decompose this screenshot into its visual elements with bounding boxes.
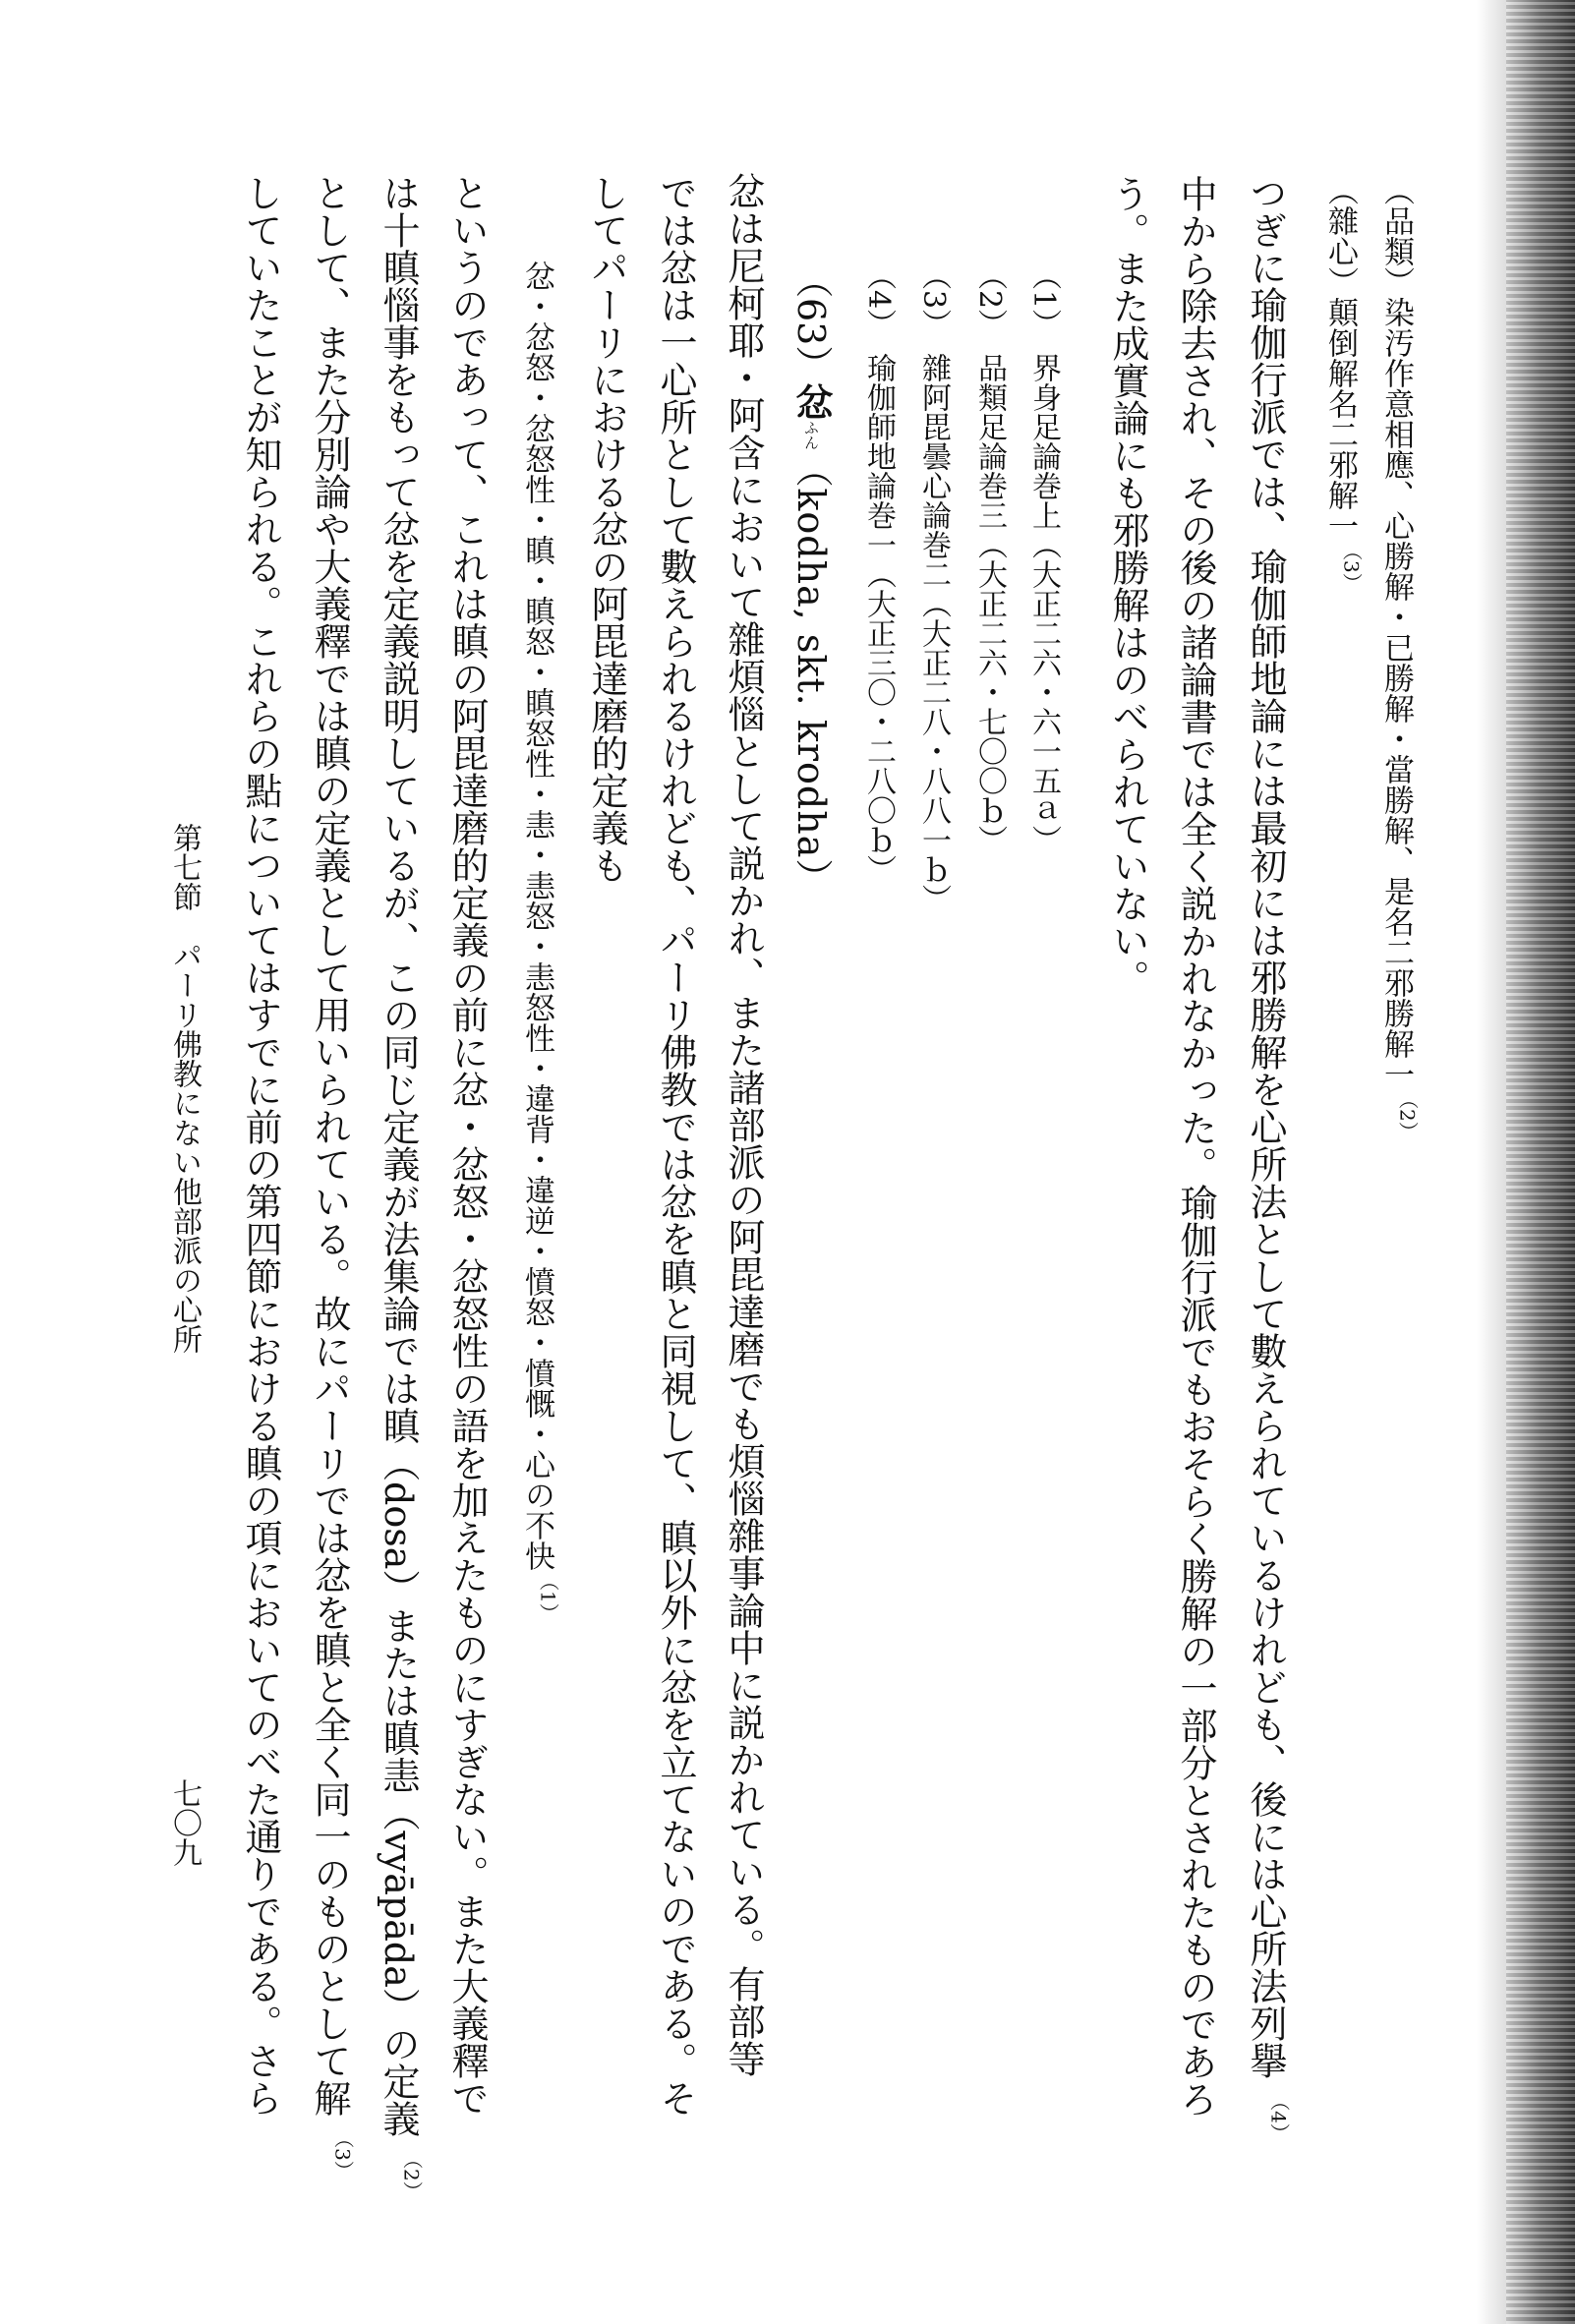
paragraph-krodha-line3: してパーリにおける忿の阿毘達磨的定義も: [585, 174, 628, 884]
paragraph-krodha-line1: 忿は尼柯耶・阿含において雜煩惱として説かれ、また諸部派の阿毘達磨でも煩惱雜事論中に説かれている。有部等: [722, 172, 765, 2077]
text-column-krodha-7: [239, 174, 282, 2117]
text-column-krodha-6: [308, 174, 355, 2180]
footnote-3-text: （3） 雜阿毘曇心論巻二（大正二八・八八一ｂ）: [916, 261, 951, 914]
footnote-4: [861, 261, 896, 885]
pinlei-quote: （品類）染汚作意相應、心勝解・已勝解・當勝解、是名二邪勝解一: [1378, 175, 1414, 1089]
text-column-zaxin-quote: [1322, 175, 1364, 593]
footnote-1-text: （1） 界身足論巻上（大正二六・六一五ａ）: [1026, 261, 1061, 855]
text-column-krodha-3: [585, 174, 628, 884]
text-column-definition-quote: [519, 261, 560, 1623]
paragraph-yoga-line3: う。また成實論にも邪勝解はのべられていない。: [1106, 175, 1149, 997]
abhidhamma-definition: 忿・忿怒・忿怒性・瞋・瞋怒・瞋怒性・恚・恚怒・恚怒性・違背・違逆・憤怒・憤慨・心の不快: [519, 261, 554, 1571]
footnote-3: [916, 261, 951, 914]
note-ref-3: （3）: [1339, 541, 1364, 593]
footnote-2-text: （2） 品類足論巻三（大正二六・七〇〇ｂ）: [972, 261, 1007, 855]
note-ref-4: （4）: [1266, 2091, 1291, 2143]
section-term-ruby: ふん: [802, 420, 820, 450]
text-column-yoga-school: [1244, 174, 1291, 2143]
text-column-krodha-5: [379, 174, 422, 2201]
text-column-yoga-line3: [1106, 175, 1149, 997]
running-head-text: 第七節 パーリ佛教にない他部派の心所: [167, 823, 202, 1354]
running-head: [167, 823, 202, 1354]
note-ref-2b: （2）: [399, 2149, 424, 2201]
text-column-krodha-4: [445, 174, 489, 2117]
section-term: 忿: [789, 382, 834, 421]
text-column-yoga-line2: [1174, 175, 1217, 2118]
paragraph-krodha-line7: していたことが知られる。これらの點についてはすでに前の第四節における瞋の項においてのべた通りである。さら: [239, 174, 282, 2117]
paragraph-yoga-line1: つぎに瑜伽行派では、瑜伽師地論には最初には邪勝解を心所法として數えられているけれども、後には心所法列擧: [1244, 174, 1287, 2079]
paragraph-krodha-line6: として、また分別論や大義釋では瞋の定義として用いられている。故にパーリでは忿を瞋と全く同一のものとして解: [308, 174, 351, 2117]
section-latin-term: （kodha, skt. krodha）: [789, 449, 833, 898]
note-ref-3b: （3）: [330, 2128, 355, 2180]
section-heading-63: [789, 261, 834, 898]
footnote-2: [972, 261, 1007, 855]
paragraph-krodha-line5: は十瞋惱事をもって忿を定義説明しているが、この同じ定義が法集論では瞋（dosa）または瞋恚（vyāpāda）の定義: [377, 174, 420, 2137]
paragraph-krodha-line4: というのであって、これは瞋の阿毘達磨的定義の前に忿・忿怒・忿怒性の語を加えたものにすぎない。また大義釋で: [445, 174, 489, 2117]
scan-edge-texture: [1506, 0, 1575, 2324]
note-ref-1: （1）: [536, 1571, 560, 1623]
zaxin-quote: （雜心）顛倒解名二邪解一: [1322, 175, 1358, 541]
section-number: （63）: [789, 261, 833, 383]
page-number: [167, 1778, 202, 1867]
text-column-pinlei-quote: [1378, 175, 1420, 1141]
paragraph-krodha-line2: では忿は一心所として數えられるけれども、パーリ佛教では忿を瞋と同視して、瞋以外に忿を立てないのである。そ: [654, 174, 697, 2117]
paragraph-yoga-line2: 中から除去され、その後の諸論書では全く説かれなかった。瑜伽行派でもおそらく勝解の一部分とされたものであろ: [1174, 175, 1217, 2118]
text-column-krodha-2: [654, 174, 697, 2117]
text-column-krodha-1: [722, 172, 765, 2077]
note-ref-2: （2）: [1395, 1089, 1420, 1141]
footnote-1: [1026, 261, 1061, 855]
page-number-text: 七〇九: [167, 1778, 202, 1867]
footnote-4-text: （4） 瑜伽師地論巻一（大正三〇・二八〇ｂ）: [861, 261, 896, 885]
